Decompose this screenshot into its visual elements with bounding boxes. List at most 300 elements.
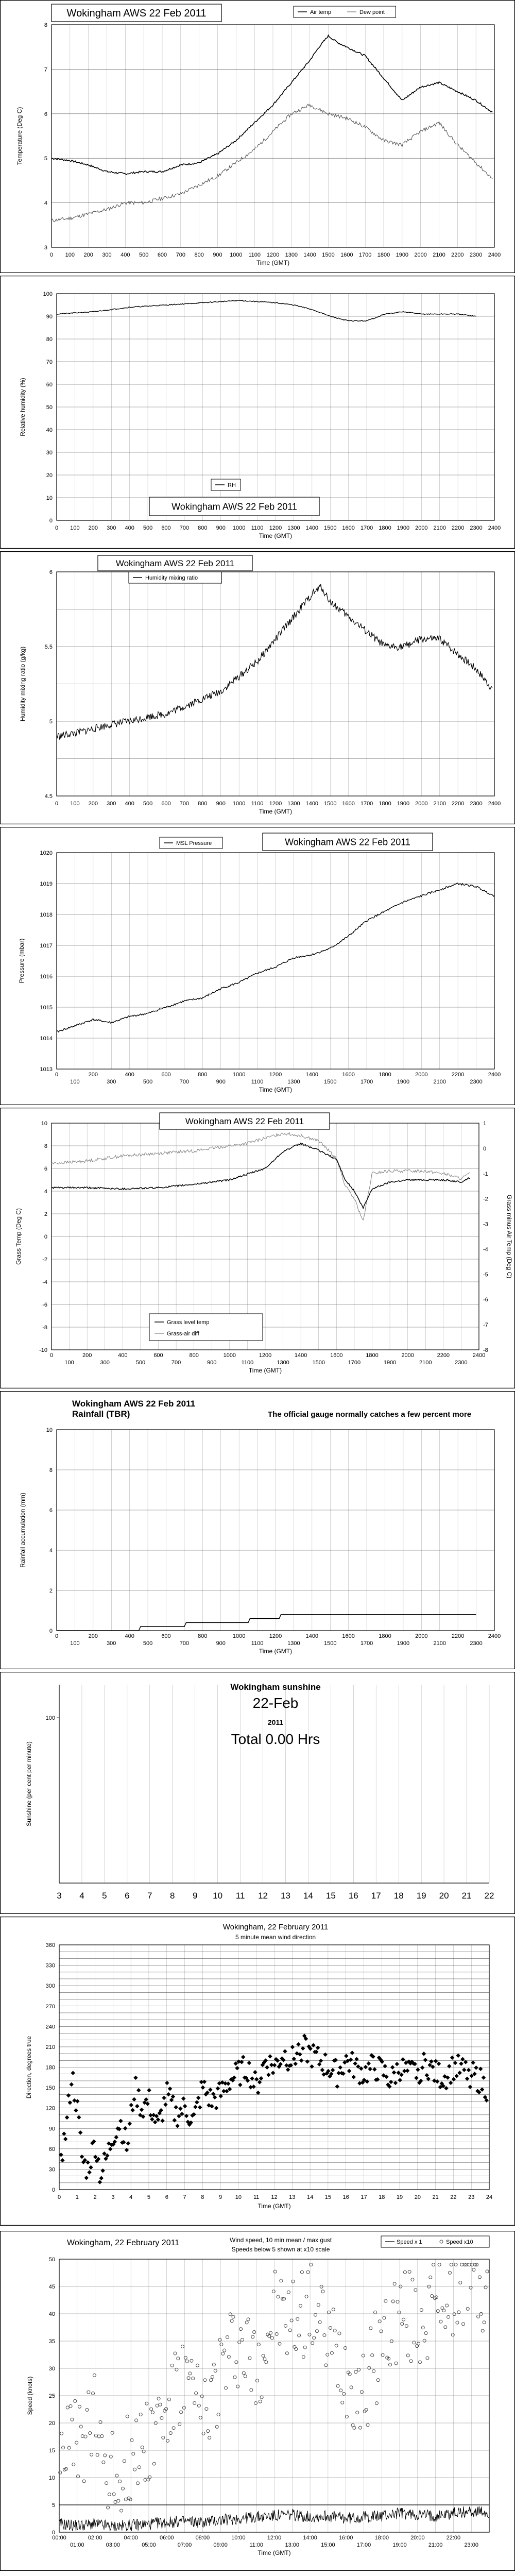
x-tick-label: 04:00 [124, 2535, 138, 2541]
x-tick-label: 1100 [251, 525, 264, 531]
x-tick-label: 09:00 [213, 2542, 228, 2548]
chart-subtitle: Wind speed, 10 min mean / max gust [229, 2236, 332, 2244]
x-tick-label: 900 [216, 1079, 226, 1085]
x-tick-label: 1500 [324, 525, 337, 531]
x-tick-label: 2100 [433, 1640, 446, 1647]
x-tick-label: 10 [213, 1891, 223, 1901]
panel-border [1, 827, 515, 1105]
x-tick-label: 1100 [241, 1360, 254, 1366]
x-tick-label: 14 [306, 2194, 314, 2200]
x-tick-label: 1900 [396, 252, 409, 258]
x-tick-label: 17 [360, 2194, 367, 2200]
y-tick-label: -6 [42, 1302, 47, 1308]
y-tick-label: 2 [44, 1211, 47, 1217]
y-tick-label: 4 [44, 200, 47, 207]
x-tick-label: 900 [207, 1360, 217, 1366]
y-tick-label: 0 [49, 1628, 53, 1634]
x-tick-label: 2000 [401, 1352, 414, 1359]
x-tick-label: 3 [111, 2194, 115, 2200]
y-tick-label: 20 [46, 472, 53, 479]
x-axis-label: Time (GMT) [259, 1648, 293, 1655]
x-tick-label: 2000 [414, 252, 427, 258]
y-tick-label: 10 [46, 495, 53, 501]
x-tick-label: 100 [70, 1079, 80, 1085]
x-tick-label: 19 [416, 1891, 426, 1901]
x-tick-label: 18 [393, 1891, 404, 1901]
x-tick-label: 20:00 [410, 2535, 425, 2541]
rainfall-chart [0, 1391, 515, 1669]
y-tick-label: -8 [42, 1325, 47, 1331]
x-tick-label: 05:00 [142, 2542, 156, 2548]
x-tick-label: 1000 [230, 252, 243, 258]
y-tick-label: 80 [46, 336, 53, 343]
chart-title: Wokingham AWS 22 Feb 2011 [72, 1399, 196, 1409]
x-tick-label: 15 [325, 1891, 336, 1901]
x-tick-label: 1600 [330, 1352, 343, 1359]
y2-tick-label: -8 [483, 1347, 488, 1353]
y2-axis-label: Grass minus Air Temp (Deg C) [506, 1194, 513, 1279]
x-tick-label: 1 [75, 2194, 79, 2200]
chart-title: Wokingham AWS 22 Feb 2011 [66, 8, 207, 19]
x-tick-label: 800 [198, 1633, 208, 1639]
y-tick-label: 8 [44, 22, 47, 28]
x-tick-label: 100 [70, 525, 80, 531]
x-tick-label: 0 [49, 1352, 54, 1359]
y-tick-label: 3 [44, 245, 47, 251]
y2-tick-label: -3 [483, 1221, 488, 1228]
x-tick-label: 700 [179, 525, 190, 531]
y-tick-label: 10 [46, 1427, 53, 1433]
x-tick-label: 2000 [415, 1633, 428, 1639]
x-tick-label: 300 [102, 252, 112, 258]
y-tick-label: 100 [45, 1715, 55, 1722]
x-tick-label: 200 [88, 801, 98, 807]
x-tick-label: 2000 [415, 801, 428, 807]
mixing-ratio-chart-svg [0, 551, 515, 824]
legend-label: Humidity mixing ratio [145, 575, 198, 581]
y2-tick-label: 0 [483, 1145, 487, 1152]
x-tick-label: 200 [82, 1352, 92, 1359]
x-tick-label: 1800 [377, 252, 390, 258]
x-tick-label: 12 [271, 2194, 278, 2200]
y-tick-label: 210 [45, 2044, 55, 2050]
sunshine-chart [0, 1672, 515, 1914]
x-axis-label: Time (GMT) [256, 259, 290, 266]
x-tick-label: 800 [194, 252, 204, 258]
x-tick-label: 15:00 [321, 2542, 335, 2548]
legend-label: Grass level temp [167, 1319, 210, 1326]
x-tick-label: 200 [88, 1633, 98, 1639]
legend-label: MSL Pressure [176, 840, 212, 846]
x-tick-label: 2400 [472, 1352, 486, 1359]
panel-border [1, 1917, 515, 2226]
y2-tick-label: -2 [483, 1196, 488, 1202]
x-tick-label: 4 [129, 2194, 133, 2200]
x-tick-label: 8 [201, 2194, 204, 2200]
x-tick-label: 0 [55, 801, 59, 807]
y2-tick-label: -4 [483, 1246, 488, 1253]
y-tick-label: -10 [39, 1347, 47, 1353]
x-tick-label: 11:00 [249, 2542, 264, 2548]
chart-year: 2011 [267, 1718, 284, 1726]
x-tick-label: 19 [396, 2194, 403, 2200]
x-tick-label: 11 [235, 1891, 245, 1901]
y-tick-label: 5 [44, 156, 47, 162]
x-tick-label: 2400 [488, 252, 501, 258]
x-tick-label: 100 [70, 801, 80, 807]
x-tick-label: 2300 [469, 252, 483, 258]
x-tick-label: 1000 [232, 525, 246, 531]
x-tick-label: 600 [157, 252, 167, 258]
x-tick-label: 1100 [251, 1079, 264, 1085]
x-tick-label: 1800 [379, 525, 391, 531]
x-tick-label: 1200 [269, 1072, 282, 1078]
x-tick-label: 300 [100, 1360, 110, 1366]
x-tick-label: 14:00 [303, 2535, 317, 2541]
x-tick-label: 600 [153, 1352, 163, 1359]
x-tick-label: 900 [216, 525, 226, 531]
y-tick-label: 40 [48, 2311, 55, 2317]
panel-border [1, 2231, 515, 2571]
y-tick-label: 1014 [40, 1036, 53, 1042]
y-tick-label: 6 [44, 1166, 47, 1172]
y-tick-label: -4 [42, 1279, 47, 1285]
x-tick-label: 1600 [340, 252, 353, 258]
x-tick-label: 7 [183, 2194, 186, 2200]
temperature-chart-svg [0, 0, 515, 273]
y-tick-label: 50 [46, 404, 53, 411]
x-tick-label: 1100 [248, 252, 261, 258]
y-axis-label: Grass Temp (Deg C) [15, 1208, 22, 1265]
x-tick-label: 1300 [287, 801, 300, 807]
temperature-chart [0, 0, 515, 273]
x-tick-label: 1400 [305, 1633, 319, 1639]
x-tick-label: 400 [125, 1072, 134, 1078]
x-tick-label: 1600 [342, 525, 355, 531]
x-tick-label: 1700 [360, 1079, 373, 1085]
y-tick-label: 45 [48, 2284, 55, 2290]
legend-label: Speed x 1 [397, 2239, 422, 2245]
y-tick-label: 1020 [40, 850, 53, 856]
chart-title: Wokingham AWS 22 Feb 2011 [171, 501, 297, 512]
x-tick-label: 1500 [324, 801, 337, 807]
y-axis-label: Temperature (Deg C) [16, 107, 23, 165]
y-tick-label: 150 [45, 2085, 55, 2092]
x-tick-label: 1200 [269, 525, 282, 531]
x-tick-label: 1300 [277, 1360, 289, 1366]
x-tick-label: 00:00 [52, 2535, 66, 2541]
x-tick-label: 1200 [269, 1633, 282, 1639]
y-tick-label: 0 [44, 1234, 47, 1240]
panel-border [1, 1392, 515, 1669]
y-tick-label: 10 [41, 1121, 47, 1127]
x-tick-label: 1900 [397, 1640, 410, 1647]
x-tick-label: 10:00 [231, 2535, 246, 2541]
x-tick-label: 2200 [451, 525, 465, 531]
x-tick-label: 12:00 [267, 2535, 282, 2541]
y2-tick-label: -1 [483, 1171, 488, 1177]
y-tick-label: 270 [45, 2003, 55, 2010]
x-tick-label: 5 [147, 2194, 151, 2200]
x-tick-label: 22 [484, 1891, 494, 1901]
x-tick-label: 800 [198, 1072, 208, 1078]
y-tick-label: -2 [42, 1257, 47, 1263]
x-tick-label: 1700 [360, 525, 373, 531]
y-tick-label: 1017 [40, 943, 53, 949]
x-tick-label: 0 [55, 1633, 59, 1639]
x-tick-label: 03:00 [106, 2542, 121, 2548]
x-tick-label: 1500 [324, 1640, 337, 1647]
panel-border [1, 1, 515, 273]
y-tick-label: 360 [45, 1942, 55, 1948]
y-axis-label: Speed (knots) [26, 2376, 33, 2415]
y-tick-label: 8 [49, 1467, 53, 1473]
x-tick-label: 7 [147, 1891, 152, 1901]
x-tick-label: 1600 [342, 1633, 355, 1639]
rainfall-chart-svg [0, 1391, 515, 1669]
y-tick-label: 25 [48, 2393, 55, 2399]
x-tick-label: 20 [439, 1891, 449, 1901]
y-tick-label: 4.5 [44, 793, 53, 800]
chart-subtitle: 5 minute mean wind direction [235, 1934, 316, 1941]
legend-box [149, 1314, 263, 1341]
x-tick-label: 0 [57, 2194, 61, 2200]
x-tick-label: 12 [258, 1891, 268, 1901]
x-tick-label: 600 [161, 1633, 171, 1639]
x-tick-label: 16:00 [338, 2535, 353, 2541]
y-tick-label: 90 [48, 2126, 55, 2132]
x-tick-label: 1800 [366, 1352, 379, 1359]
y2-tick-label: -7 [483, 1322, 488, 1329]
x-tick-label: 22 [450, 2194, 457, 2200]
x-tick-label: 600 [161, 525, 171, 531]
x-tick-label: 17 [371, 1891, 381, 1901]
x-tick-label: 18:00 [374, 2535, 389, 2541]
chart-title: Wokingham AWS 22 Feb 2011 [285, 837, 410, 848]
y-tick-label: 60 [48, 2146, 55, 2153]
x-tick-label: 2000 [415, 525, 428, 531]
x-tick-label: 07:00 [177, 2542, 192, 2548]
y-tick-label: 50 [48, 2257, 55, 2263]
x-tick-label: 2000 [415, 1072, 428, 1078]
x-tick-label: 300 [107, 1640, 116, 1647]
x-tick-label: 21 [461, 1891, 472, 1901]
x-tick-label: 500 [143, 1079, 153, 1085]
panel-border [1, 1108, 515, 1388]
x-tick-label: 100 [70, 1640, 80, 1647]
y-tick-label: 300 [45, 1983, 55, 1990]
x-tick-label: 15 [324, 2194, 331, 2200]
x-tick-label: 400 [125, 1633, 134, 1639]
x-tick-label: 800 [198, 525, 208, 531]
x-tick-label: 700 [179, 1640, 190, 1647]
x-tick-label: 700 [179, 1079, 190, 1085]
x-tick-label: 13:00 [285, 2542, 300, 2548]
x-tick-label: 1500 [322, 252, 335, 258]
x-tick-label: 06:00 [159, 2535, 174, 2541]
x-tick-label: 200 [88, 525, 98, 531]
legend-label: RH [228, 482, 236, 488]
x-tick-label: 2400 [488, 801, 501, 807]
y-tick-label: 90 [46, 314, 53, 320]
x-tick-label: 1900 [383, 1360, 397, 1366]
y-tick-label: 20 [48, 2420, 55, 2427]
legend-label: Dew point [359, 9, 385, 15]
mixing-ratio-chart [0, 551, 515, 824]
x-tick-label: 13 [281, 1891, 290, 1901]
x-axis-label: Time (GMT) [259, 1086, 293, 1093]
x-tick-label: 0 [55, 1072, 59, 1078]
wind-direction-chart-svg [0, 1917, 515, 2226]
pressure-chart-svg [0, 827, 515, 1105]
chart-title: Wokingham, 22 February 2011 [67, 2239, 180, 2247]
y-axis-label: Sunshine (per cent per minute) [25, 1741, 32, 1826]
x-tick-label: 1000 [232, 1072, 246, 1078]
y-tick-label: 6 [49, 569, 53, 575]
y-axis-label: Rainfall accumulation (mm) [19, 1493, 26, 1568]
x-tick-label: 1700 [360, 1640, 373, 1647]
x-tick-label: 300 [107, 1079, 116, 1085]
x-tick-label: 1100 [251, 801, 264, 807]
x-tick-label: 21:00 [428, 2542, 443, 2548]
x-tick-label: 11 [253, 2194, 260, 2200]
x-tick-label: 400 [118, 1352, 128, 1359]
pressure-chart [0, 827, 515, 1105]
x-tick-label: 17:00 [356, 2542, 371, 2548]
x-tick-label: 700 [171, 1360, 181, 1366]
y-tick-label: 100 [43, 291, 53, 297]
x-tick-label: 900 [216, 1640, 226, 1647]
x-axis-label: Time (GMT) [259, 808, 293, 815]
chart-note: Speeds below 5 shown at x10 scale [231, 2246, 330, 2253]
x-tick-label: 2100 [433, 525, 446, 531]
y-tick-label: 5 [49, 719, 53, 725]
x-tick-label: 6 [125, 1891, 130, 1901]
x-tick-label: 4 [79, 1891, 84, 1901]
x-tick-label: 1700 [348, 1360, 361, 1366]
chart-title: Wokingham, 22 February 2011 [222, 1923, 329, 1931]
x-axis-label: Time (GMT) [258, 2549, 291, 2556]
x-tick-label: 200 [88, 1072, 98, 1078]
x-tick-label: 2400 [488, 525, 501, 531]
x-tick-label: 21 [432, 2194, 439, 2200]
x-tick-label: 2300 [470, 525, 483, 531]
y-tick-label: 0 [52, 2530, 55, 2536]
y-tick-label: 30 [46, 450, 53, 456]
x-tick-label: 2400 [488, 1633, 501, 1639]
x-axis-label: Time (GMT) [259, 532, 293, 539]
x-tick-label: 1400 [303, 252, 316, 258]
x-tick-label: 08:00 [195, 2535, 210, 2541]
x-tick-label: 100 [64, 1360, 74, 1366]
y-tick-label: 30 [48, 2366, 55, 2372]
y-tick-label: 180 [45, 2064, 55, 2071]
chart-date: 22-Feb [252, 1695, 299, 1711]
x-tick-label: 2200 [451, 252, 464, 258]
humidity-chart [0, 276, 515, 549]
x-tick-label: 1000 [223, 1352, 236, 1359]
panel-border [1, 552, 515, 824]
chart-title: Wokingham AWS 22 Feb 2011 [185, 1116, 304, 1126]
y-tick-label: 40 [46, 427, 53, 433]
x-tick-label: 600 [161, 1072, 171, 1078]
x-tick-label: 8 [170, 1891, 175, 1901]
x-tick-label: 900 [216, 801, 226, 807]
x-tick-label: 2100 [419, 1360, 432, 1366]
x-tick-label: 1200 [259, 1352, 272, 1359]
x-tick-label: 700 [176, 252, 186, 258]
y-axis-label: Direction, degrees true [25, 2036, 32, 2099]
chart-title: Wokingham AWS 22 Feb 2011 [115, 558, 235, 568]
x-tick-label: 800 [189, 1352, 199, 1359]
x-tick-label: 1400 [305, 801, 319, 807]
x-tick-label: 1000 [232, 801, 246, 807]
y-tick-label: 60 [46, 382, 53, 388]
y-tick-label: 4 [49, 1548, 53, 1554]
x-tick-label: 3 [57, 1891, 62, 1901]
y-tick-label: 6 [44, 111, 47, 117]
x-tick-label: 20 [414, 2194, 421, 2200]
y-tick-label: 30 [48, 2166, 55, 2173]
x-tick-label: 400 [125, 525, 134, 531]
y-tick-label: 0 [49, 518, 53, 524]
x-tick-label: 2300 [470, 1640, 483, 1647]
chart-total: Total 0.00 Hrs [231, 1731, 320, 1747]
x-tick-label: 1300 [285, 252, 298, 258]
x-tick-label: 01:00 [70, 2542, 84, 2548]
x-axis-label: Time (GMT) [248, 1367, 282, 1374]
y2-tick-label: 1 [483, 1121, 487, 1127]
y-axis-label: Pressure (mbar) [18, 938, 25, 984]
chart-title: Wokingham sunshine [230, 1682, 321, 1692]
y-tick-label: 10 [48, 2475, 55, 2481]
y-tick-label: 6 [49, 1507, 53, 1514]
x-tick-label: 1600 [342, 1072, 355, 1078]
x-tick-label: 23:00 [464, 2542, 478, 2548]
x-tick-label: 2200 [451, 1633, 465, 1639]
y-tick-label: 15 [48, 2448, 55, 2454]
x-tick-label: 16 [342, 2194, 349, 2200]
x-tick-label: 2200 [451, 1072, 465, 1078]
y-tick-label: 7 [44, 66, 47, 73]
x-tick-label: 500 [143, 525, 153, 531]
legend-label: Speed x10 [446, 2239, 473, 2245]
x-tick-label: 400 [121, 252, 130, 258]
y-tick-label: 1013 [40, 1066, 53, 1073]
x-tick-label: 19:00 [392, 2542, 407, 2548]
x-tick-label: 1200 [266, 252, 280, 258]
y-tick-label: 330 [45, 1962, 55, 1969]
x-tick-label: 2 [93, 2194, 97, 2200]
x-tick-label: 2300 [455, 1360, 468, 1366]
x-tick-label: 800 [198, 801, 208, 807]
y-axis-label: Humidity mixing ratio (g/kg) [19, 646, 26, 722]
x-tick-label: 1800 [379, 801, 391, 807]
x-tick-label: 1800 [379, 1072, 391, 1078]
x-tick-label: 1300 [287, 1640, 300, 1647]
x-tick-label: 1300 [287, 525, 300, 531]
x-tick-label: 1900 [397, 801, 410, 807]
x-tick-label: 9 [192, 1891, 198, 1901]
x-tick-label: 02:00 [88, 2535, 102, 2541]
x-tick-label: 1600 [342, 801, 355, 807]
wind-speed-chart-svg [0, 2231, 515, 2571]
y-tick-label: 0 [52, 2187, 55, 2193]
grass-temp-chart-svg [0, 1108, 515, 1388]
x-tick-label: 1900 [397, 1079, 410, 1085]
x-tick-label: 900 [213, 252, 222, 258]
x-axis-label: Time (GMT) [258, 2202, 291, 2210]
